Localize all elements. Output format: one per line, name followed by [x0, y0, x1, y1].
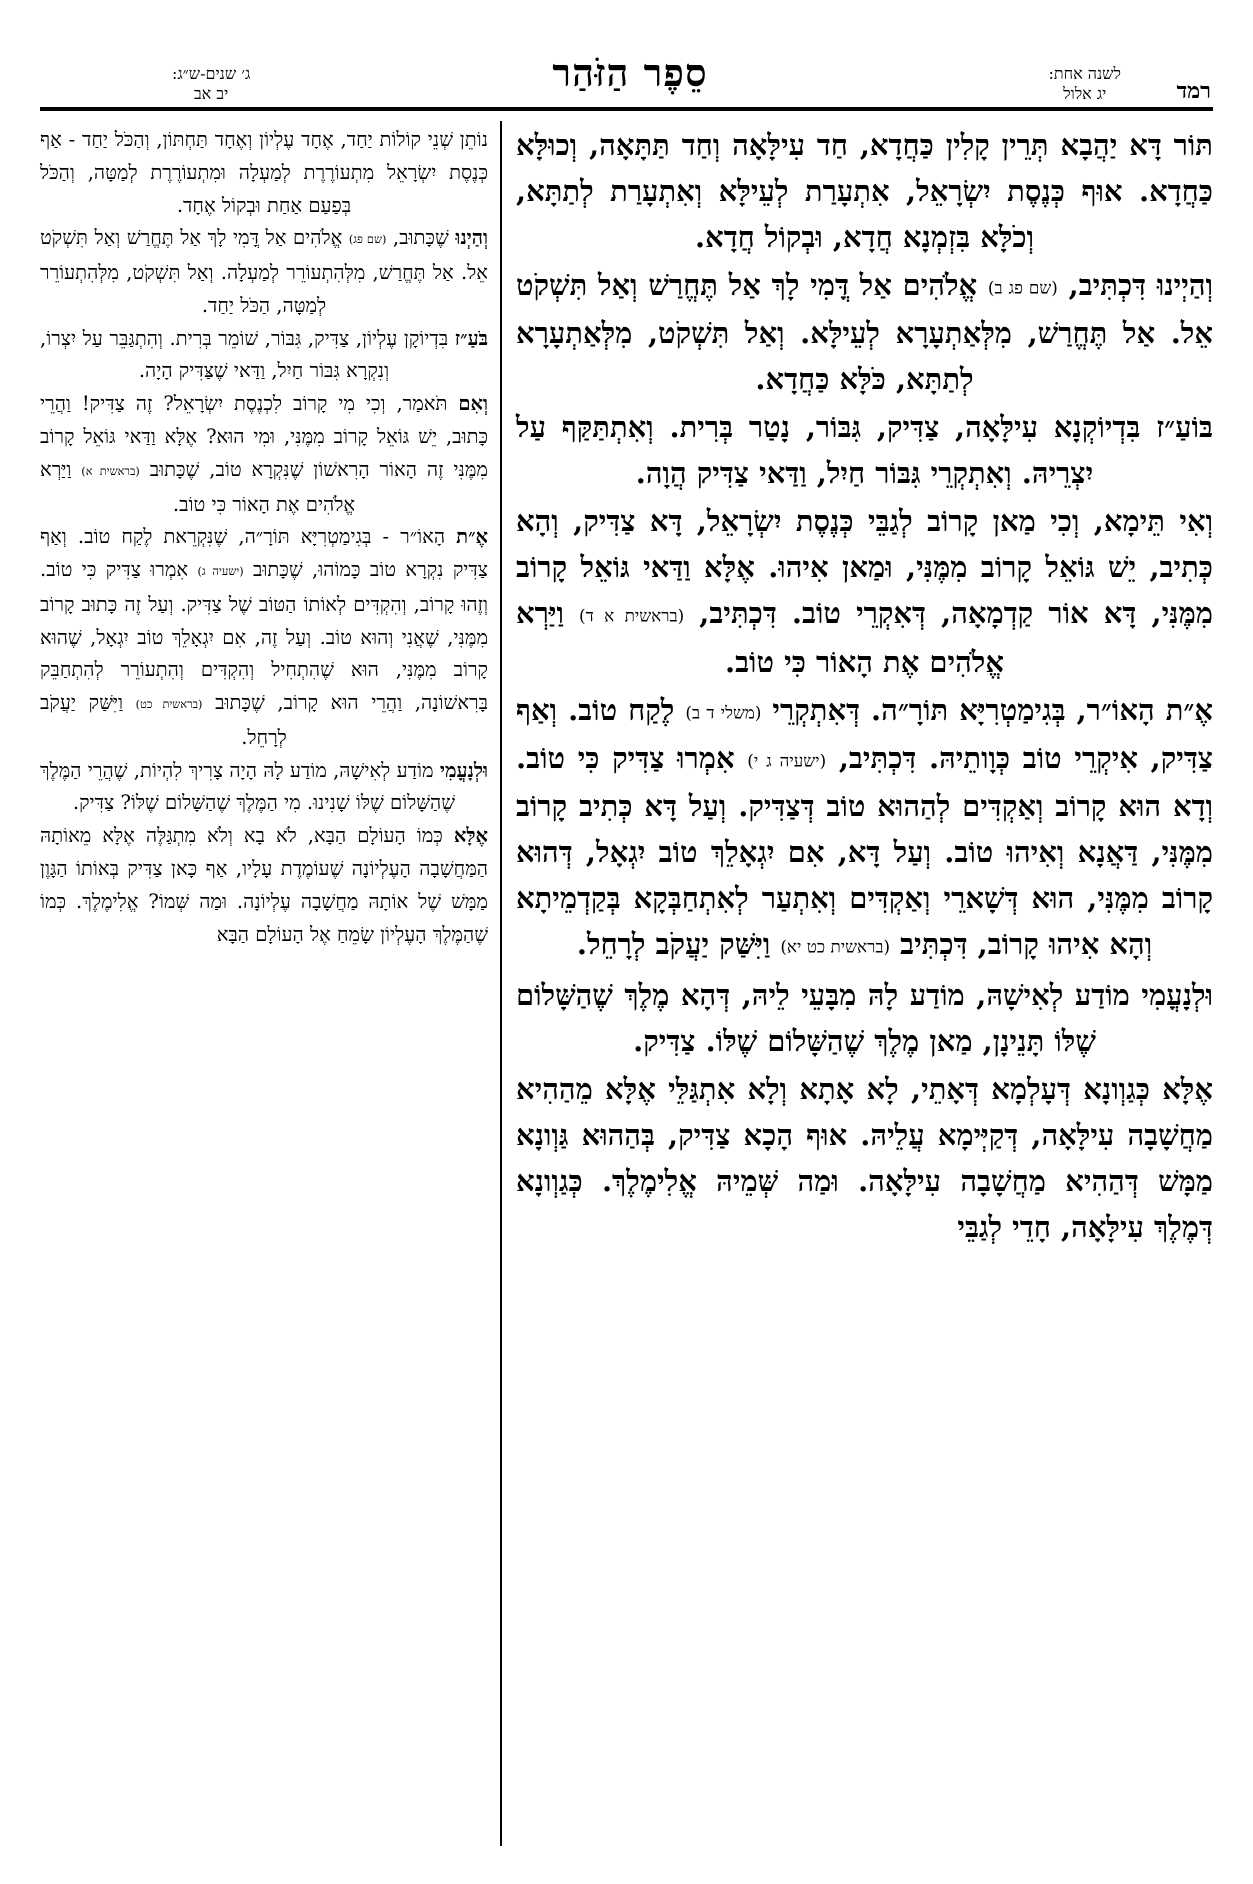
book-title: סֵפֶר הַזֹּהַר [552, 50, 708, 95]
paragraph-text: וַיַּרְא אֱלֹהִים אֶת הָאוֹר כִּי טוֹב. [516, 596, 1004, 679]
lead-word: תּוֹר [1173, 128, 1213, 162]
paragraph [516, 1066, 1213, 1250]
schedule-date: יג אלול [1063, 84, 1107, 103]
paragraph [516, 972, 1213, 1064]
paragraph-text: כְּמוֹ הָעוֹלָם הַבָּא, לֹא בָא וְלֹא מִתְגַּלֶּה אֶלָּא מֵאוֹתָהּ הַמַּחֲשָׁבָה הָעֶלְיוֹנָה שֶׁעוֹמֶדֶת עָלָיו, אַף כָּאן צַדִּיק בְּאוֹתוֹ הַגָּוֶן מַמָּשׁ שֶׁל אוֹתָהּ מַחֲשָׁבָה עֶלְיוֹנָה. וּמַה שְּׁמוֹ? אֱלִימֶלֶךְ. כְּמוֹ שֶׁהַמֶּלֶךְ הָעֶלְיוֹן שָׂמֵחַ אֶל הָעוֹלָם הַבָּא [40, 824, 488, 946]
lead-word: וְאִם [458, 392, 488, 416]
schedule-label: לשנה אחת: [1048, 64, 1121, 83]
scripture-reference: (בראשית א) [81, 464, 140, 478]
paragraph-text: הָאוֹ״ר, בְּגִימַטְרִיָּא תּוֹרָ״ה. דְּאִתְקְרֵי [761, 692, 1166, 727]
paragraph-text: דִּכְתִּיב, [1057, 268, 1157, 302]
page-number: רמד [1176, 78, 1211, 104]
paragraph-text: בִּדְיוֹקְנָא עִילָּאָה, צַדִּיק, גִּבּוֹר, נָטַר בְּרִית. וְאִתְתַּקַּף עַל יִצְרֵיהּ. וְאִתְקְרֵי גִּבּוֹר חַיִל, וַדַּאי צַדִּיק הֲוָה. [516, 410, 1157, 491]
lead-word: וּלְנָעֳמִי [1141, 977, 1213, 1012]
paragraph [40, 521, 488, 754]
lead-word: וְהַיְנוּ [455, 226, 488, 250]
paragraph-text: וַיַּרְא אֱלֹהִים אֶת הָאוֹר כִּי טוֹב. [40, 457, 356, 516]
lead-word: אֶלָּא [453, 824, 488, 848]
lead-word: אֶלָּא [1162, 1071, 1213, 1106]
lead-word: אֶ״ת [456, 525, 488, 549]
schedule-date: יב אב [193, 84, 229, 103]
paragraph-text: אִמְרוּ צַדִּיק כִּי טוֹב. וְדָא הוּא קָרוֹב וְאַקְדִּים לְהַהוּא טוֹב דְּצַדִּיק. וְעַל דָּא כְּתִיב קָרוֹב מִמֶּנִּי, דַּאֲנָא וְאִיהוּ טוֹב. וְעַל דָּא, אִם יִגְאָלֵךְ טוֹב יִגְאָל, דְּהוּא קָרוֹב מִמֶּנִּי, הוּא דְּשָׁארֵי וְאַקְדִּים וְאִתְעַר לְאִתְחַבְּקָא בְּקַדְמֵיתָא וְהָא אִיהוּ קָרוֹב, דִּכְתִּיב [516, 740, 1213, 962]
paragraph [40, 323, 488, 389]
lead-word: בּוֹעַ״ז [1156, 410, 1213, 445]
column-divider [500, 121, 502, 1846]
paragraph [516, 687, 1213, 970]
paragraph-text: מוֹדַע לְאִישָׁהּ, מוֹדַע לָהּ מִבָּעֵי לֵיהּ, דְּהָא מֶלֶךְ שֶׁהַשָּׁלוֹם שֶׁלּוֹ תָּנֵינָן, מַאן מֶלֶךְ שֶׁהַשָּׁלוֹם שֶׁלּוֹ. צַדִּיק. [516, 977, 1142, 1058]
study-schedule-one-year [1048, 64, 1121, 104]
paragraph [40, 820, 488, 951]
lead-word: וְאִי [1179, 504, 1213, 539]
hebrew-translation-column [40, 124, 488, 951]
paragraph-text: דָּא יַהֲבָא תְּרֵין קָלִין כַּחֲדָא, חַד עִילָּאָה וְחַד תַּתָּאָה, וְכוּלָּא כַּחֲדָא. אוּף כְּנֶסֶת יִשְׂרָאֵל, אִתְעָרַת לְעֵילָּא וְאִתְעָרַת לְתַתָּא, וְכֹלָּא בִּזְמְנָא חֲדָא, וּבְקוֹל חֲדָא. [516, 128, 1213, 254]
scripture-reference: (בראשית א ד) [579, 605, 685, 626]
paragraph [516, 122, 1213, 260]
lead-word: וּלְנָעֳמִי [439, 758, 488, 782]
paragraph [40, 755, 488, 821]
scripture-reference: (שם פג) [348, 233, 387, 247]
paragraph-text: שֶׁכָּתוּב, [386, 226, 456, 250]
paragraph-text: נוֹתֵן שְׁנֵי קוֹלוֹת יַחַד, אֶחָד עֶלְיוֹן וְאֶחָד תַּחְתּוֹן, וְהַכֹּל יַחַד - אַף כְּנֶסֶת יִשְׂרָאֵל מִתְעוֹרֶרֶת לְמַעְלָה וּמִתְעוֹרֶרֶת לְמַטָּה, וְהַכֹּל בְּפַעַם אַחַת וּבְקוֹל אֶחָד. [40, 128, 488, 217]
paragraph-text: הָאוֹ״ר - בְּגִימַטְרִיָּא תּוֹרָ״ה, שֶׁנִּקְרֵאת לֶקַח טוֹב. וְאַף צַדִּיק נִקְרָא טוֹב כָּמוֹהוּ, שֶׁכָּתוּב [40, 525, 488, 582]
lead-word: וְהַיְינוּ [1156, 268, 1213, 302]
paragraph [516, 498, 1213, 684]
scripture-reference: (ישעיה ג) [197, 564, 244, 578]
scripture-reference: (בראשית כט יא) [780, 936, 891, 957]
aramaic-column [516, 122, 1213, 1252]
paragraph-text: מוֹדַע לְאִישָׁהּ, מוֹדַע לָהּ הָיָה צָרִיךְ לִהְיוֹת, שֶׁהֲרֵי הַמֶּלֶךְ שֶׁהַשָּׁלוֹם שֶׁלּוֹ שָׁנִינוּ. מִי הַמֶּלֶךְ שֶׁהַשָּׁלוֹם שֶׁלּוֹ? צַדִּיק. [40, 758, 456, 815]
paragraph-text: תֵּימָא, וְכִי מַאן קָרוֹב לְגַבֵּי כְּנֶסֶת יִשְׂרָאֵל, דָּא צַדִּיק, וְהָא כְּתִיב, יֵשׁ גּוֹאֵל קָרוֹב מִמֶּנִּי, וּמַאן אִיהוּ. אֶלָּא וַדַּאי גּוֹאֵל קָרוֹב מִמֶּנִּי, דָּא אוֹר קַדְמָאָה, דְּאִקְרֵי טוֹב. דִּכְתִּיב, [516, 504, 1213, 631]
paragraph-text: כְּגַוְונָא דְּעָלְמָא דְּאָתֵי, לָא אָתָא וְלָא אִתְגַּלֵּי אֶלָּא מֵהַהִיא מַחֲשָׁבָה עִילָּאָה, דְּקַיְּימָא עֲלֵיהּ. אוּף הָכָא צַדִּיק, בְּהַהוּא גַּוְונָא מַמָּשׁ דְּהַהִיא מַחֲשָׁבָה עִילָּאָה. וּמַה שְּׁמֵיהּ אֱלִימֶלֶךְ. כְּגַוְונָא דְּמֶלֶךְ עִילָּאָה, חָדֵי לְגַבֵּי [516, 1071, 1213, 1244]
paragraph [40, 222, 488, 322]
scripture-reference: (משלי ד ב) [685, 701, 762, 722]
paragraph-text: אִמְרוּ צַדִּיק כִּי טוֹב. וְזֶהוּ קָרוֹב, וְהִקְדִּים לְאוֹתוֹ הַטּוֹב שֶׁל צַדִּיק. וְעַל זֶה כָּתוּב קָרוֹב מִמֶּנִּי, שֶׁאֲנִי וְהוּא טוֹב. וְעַל זֶה, אִם יִגְאָלֵךְ טוֹב יִגְאָל, שֶׁהוּא קָרוֹב מִמֶּנִּי, הוּא שֶׁהִתְחִיל וְהִקְדִּים וְהִתְעוֹרֵר לְהִתְחַבֵּק בָּרִאשׁוֹנָה, וַהֲרֵי הוּא קָרוֹב, שֶׁכָּתוּב [40, 558, 489, 715]
schedule-label: ג׳ שנים-ש״ג: [172, 64, 251, 83]
study-schedule-three-years [172, 64, 250, 104]
paragraph-text: אֱלֹהִים אַל דֳּמִי לָךְ אַל תֶּחֱרַשׁ וְאַל תִּשְׁקֹט אֵל. אַל תֶּחֱרַשׁ, מִלְּאַתְעָרָא לְעֵילָּא. וְאַל תִּשְׁקֹט, מִלְּאַתְעָרָא לְתַתָּא, כֹּלָּא כַּחֲדָא. [516, 268, 1213, 397]
header-rule [40, 107, 1213, 111]
lead-word: אֶ״ת [1165, 692, 1214, 727]
scripture-reference: (בראשית כט) [135, 698, 203, 712]
paragraph [40, 388, 488, 521]
paragraph-text: בִּדְיוֹקָן עֶלְיוֹן, צַדִּיק, גִּבּוֹר, שׁוֹמֵר בְּרִית. וְהִתְגַּבֵּר עַל יִצְרוֹ, וְנִקְרָא גִּבּוֹר חַיִל, וַדַּאי שֶׁצַּדִּיק הָיָה. [40, 326, 455, 383]
scripture-reference: (שם פג ב) [987, 277, 1058, 298]
paragraph [516, 262, 1213, 402]
paragraph [40, 124, 488, 222]
paragraph [516, 404, 1213, 496]
paragraph-text: וַיִּשַּׁק יַעֲקֹב לְרָחֵל. [576, 927, 781, 962]
paragraph-text: אֱלֹהִים אַל דֳּמִי לָךְ אַל תֶּחֱרַשׁ וְאַל תִּשְׁקֹט אֵל. אַל תֶּחֱרַשׁ, מִלְּהִתְעוֹרֵר לְמַעְלָה. וְאַל תִּשְׁקֹט, מִלְּהִתְעוֹרֵר לְמַטָּה, הַכֹּל יַחַד. [40, 226, 488, 317]
lead-word: בֹּעַ״ז [454, 326, 488, 350]
scripture-reference: (ישעיה ג י) [747, 750, 827, 771]
paragraph-text: לֶקַח טוֹב. וְאַף צַדִּיק, אִיקְרֵי טוֹב כְּוָותֵיהּ. דִּכְתִּיב, [516, 692, 1214, 775]
paragraph-text: וַיִּשַּׁק יַעֲקֹב לְרָחֵל. [40, 691, 287, 749]
paragraph-text: תֹּאמַר, וְכִי מִי קָרוֹב לִכְנֶסֶת יִשְׂרָאֵל? זֶה צַדִּיק! וַהֲרֵי כָּתוּב, יֵשׁ גּוֹאֵל קָרוֹב מִמֶּנִּי, וּמִי הוּא? אֶלָּא וַדַּאי גּוֹאֵל קָרוֹב מִמֶּנִּי זֶה הָאוֹר הָרִאשׁוֹן שֶׁנִּקְרָא טוֹב, שֶׁכָּתוּב [40, 392, 488, 481]
